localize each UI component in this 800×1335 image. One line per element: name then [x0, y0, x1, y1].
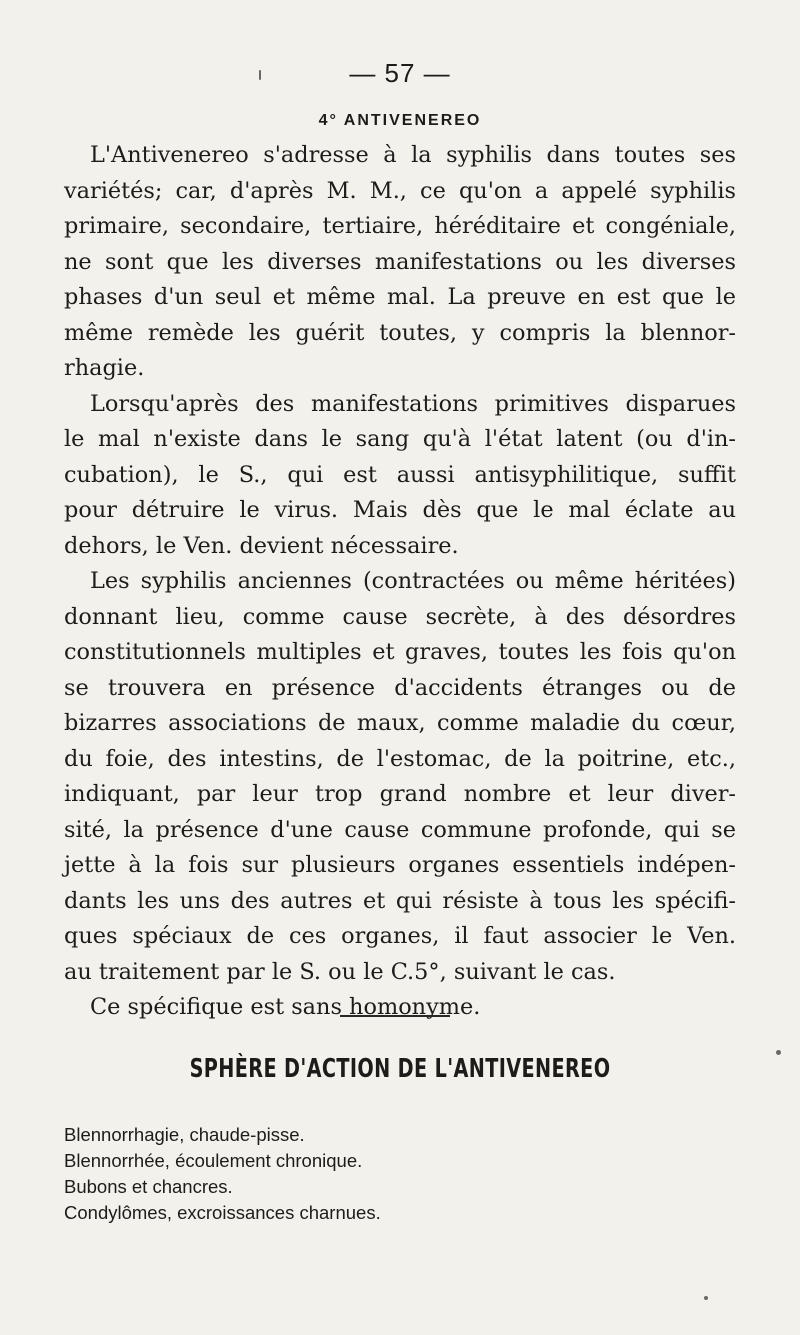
text-line: dehors, le Ven. devient nécessaire. [64, 532, 459, 559]
text-line: du foie, des intestins, de l'estomac, de la poitrine, etc., [64, 745, 736, 772]
section-title: 4° ANTIVENEREO [318, 112, 482, 129]
page-number: — 57 — [349, 58, 451, 88]
text-line: se trouvera en présence d'accidents étranges ou de [64, 674, 736, 701]
list-item: Bubons et chancres. [64, 1176, 233, 1197]
section-divider [340, 1015, 450, 1017]
list-item: Blennorrhagie, chaude-pisse. [64, 1124, 305, 1145]
list-item: Condylômes, excroissances charnues. [64, 1202, 381, 1223]
text-line: primaire, secondaire, tertiaire, héréditaire et congéniale, [64, 213, 736, 239]
text-line: cubation), le S., qui est aussi antisyphilitique, suffit [64, 461, 736, 488]
paragraph [64, 138, 736, 387]
text-line: Lorsqu'après des manifestations primitives disparues [90, 390, 736, 417]
paragraph [64, 387, 736, 565]
text-line: jette à la fois sur plusieurs organes essentiels indépen- [64, 852, 736, 878]
indications-list [64, 1122, 724, 1226]
paper-speck [259, 70, 261, 80]
paragraph [64, 990, 736, 1026]
paper-speck [776, 1050, 781, 1055]
body-text [64, 138, 736, 1026]
text-line: Ce spécifique est sans homonyme. [90, 994, 481, 1020]
text-line: L'Antivenereo s'adresse à la syphilis dans toutes ses [90, 142, 736, 168]
text-line: ne sont que les diverses manifestations ou les diverses [64, 248, 736, 275]
text-line: pour détruire le virus. Mais dès que le mal éclate au [64, 497, 736, 523]
text-line: le mal n'existe dans le sang qu'à l'état latent (ou d'in- [64, 426, 736, 452]
paragraph [64, 564, 736, 990]
text-line: Les syphilis anciennes (contractées ou même héritées) [90, 568, 736, 594]
text-line: constitutionnels multiples et graves, toutes les fois qu'on [64, 639, 736, 665]
text-line: indiquant, par leur trop grand nombre et leur diver- [64, 781, 736, 807]
text-line: bizarres associations de maux, comme maladie du cœur, [64, 710, 736, 736]
paper-speck [704, 1296, 708, 1300]
text-line: ques spéciaux de ces organes, il faut associer le Ven. [64, 923, 736, 949]
text-line: même remède les guérit toutes, y compris la blennor- [64, 319, 736, 346]
text-line: dants les uns des autres et qui résiste à tous les spécifi- [64, 887, 736, 914]
text-line: au traitement par le S. ou le C.5°, suivant le cas. [64, 958, 616, 985]
sphere-title: SPHÈRE D'ACTION DE L'ANTIVENEREO [189, 1054, 611, 1084]
text-line: donnant lieu, comme cause secrète, à des désordres [64, 603, 736, 630]
list-item: Blennorrhée, écoulement chronique. [64, 1150, 363, 1171]
text-line: phases d'un seul et même mal. La preuve en est que le [64, 284, 736, 310]
text-line: sité, la présence d'une cause commune profonde, qui se [64, 816, 736, 843]
text-line: rhagie. [64, 355, 145, 381]
text-line: variétés; car, d'après M. M., ce qu'on a appelé syphilis [64, 177, 736, 204]
